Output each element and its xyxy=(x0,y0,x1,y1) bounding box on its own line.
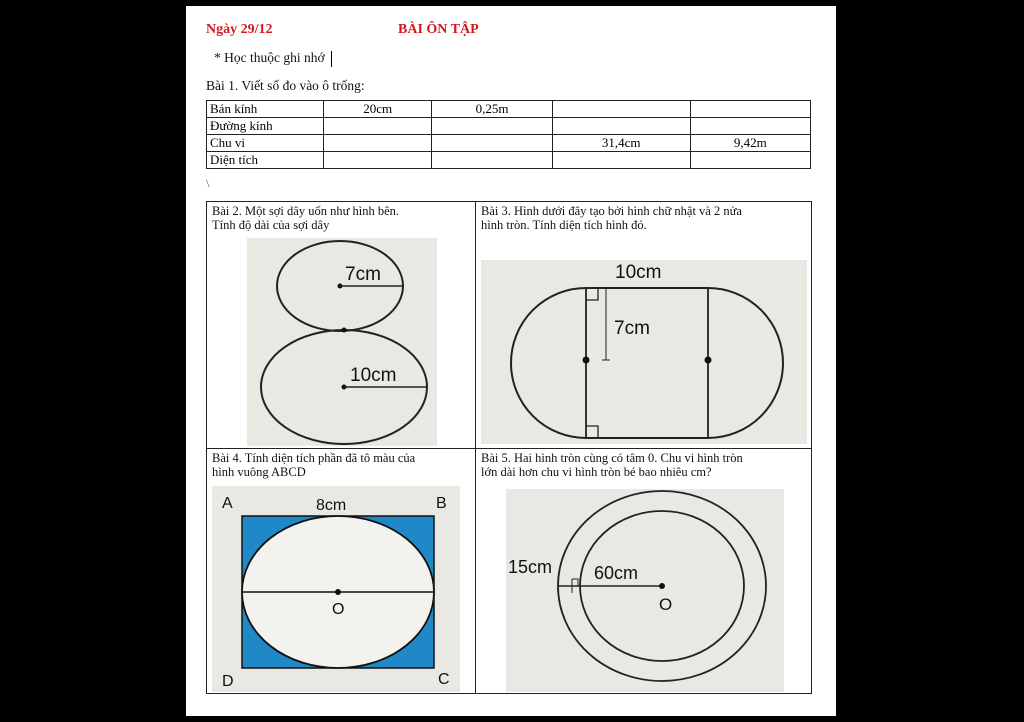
table-cell xyxy=(324,118,432,135)
bai2-box xyxy=(206,201,476,449)
bai4-line2: hình vuông ABCD xyxy=(212,465,306,479)
table-cell xyxy=(690,152,810,169)
bai2-figure xyxy=(247,238,437,446)
table-cell xyxy=(552,152,690,169)
page-title: BÀI ÔN TẬP xyxy=(398,22,479,37)
table-cell xyxy=(690,101,810,118)
center-o: O xyxy=(659,595,673,614)
bai5-line2: lớn dài hơn chu vi hình tròn bé bao nhiêu cm? xyxy=(481,465,712,479)
table-row xyxy=(207,135,811,152)
center-o: O xyxy=(332,601,345,618)
figure-eight-diagram xyxy=(247,238,437,446)
stadium-diagram xyxy=(481,260,807,444)
bai4-line1: Bài 4. Tính diện tích phần đã tô màu của xyxy=(212,451,416,465)
bai5-box xyxy=(475,448,812,694)
memorize-note: * Học thuộc ghi nhớ xyxy=(214,50,325,65)
gap-label: 15cm xyxy=(508,557,553,577)
bai4-figure xyxy=(212,486,460,692)
large-radius-label: 10cm xyxy=(350,365,397,386)
table-cell xyxy=(552,118,690,135)
bai3-line2: hình tròn. Tính diện tích hình đó. xyxy=(481,218,647,232)
row-label: Diện tích xyxy=(207,152,324,169)
bai5-line1: Bài 5. Hai hình tròn cùng có tâm 0. Chu vi hình tròn xyxy=(481,451,743,465)
width-label: 10cm xyxy=(615,262,662,283)
table-cell xyxy=(324,152,432,169)
table-row xyxy=(207,152,811,169)
height-label: 7cm xyxy=(614,318,650,339)
side-label: 8cm xyxy=(316,497,347,514)
table-cell: 20cm xyxy=(324,101,432,118)
table-cell xyxy=(432,118,552,135)
square-circle-diagram xyxy=(212,486,460,692)
row-label: Chu vi xyxy=(207,135,324,152)
vertex-a: A xyxy=(222,495,233,512)
table-cell xyxy=(690,118,810,135)
bai3-figure xyxy=(481,260,807,444)
date-label: Ngày 29/12 xyxy=(206,22,273,37)
table-row xyxy=(207,118,811,135)
table-row xyxy=(207,101,811,118)
row-label: Đường kính xyxy=(207,118,324,135)
table-cell: 9,42m xyxy=(690,135,810,152)
table-cell: 31,4cm xyxy=(552,135,690,152)
vertex-c: C xyxy=(438,671,450,688)
radius-label: 60cm xyxy=(594,563,639,583)
bai2-line2: Tính độ dài của sợi dây xyxy=(212,218,330,232)
stray-mark: \ xyxy=(206,176,210,190)
table-cell xyxy=(432,152,552,169)
bai1-title: Bài 1. Viết số đo vào ô trống: xyxy=(206,78,365,93)
vertex-d: D xyxy=(222,673,234,690)
vertex-b: B xyxy=(436,495,447,512)
small-radius-label: 7cm xyxy=(345,264,381,285)
bai3-box xyxy=(475,201,812,449)
bai4-box xyxy=(206,448,476,694)
table-cell: 0,25m xyxy=(432,101,552,118)
bai2-line1: Bài 2. Một sợi dây uốn như hình bên. xyxy=(212,204,399,218)
bai1-table xyxy=(206,100,811,169)
row-label: Bán kính xyxy=(207,101,324,118)
table-cell xyxy=(432,135,552,152)
bai5-figure xyxy=(506,489,784,692)
bai3-line1: Bài 3. Hình dưới đây tạo bởi hình chữ nhật và 2 nửa xyxy=(481,204,742,218)
table-cell xyxy=(552,101,690,118)
concentric-circles-diagram xyxy=(506,489,784,692)
worksheet-page xyxy=(186,6,836,716)
table-cell xyxy=(324,135,432,152)
stadium-outline xyxy=(511,288,783,438)
text-cursor xyxy=(331,51,332,67)
